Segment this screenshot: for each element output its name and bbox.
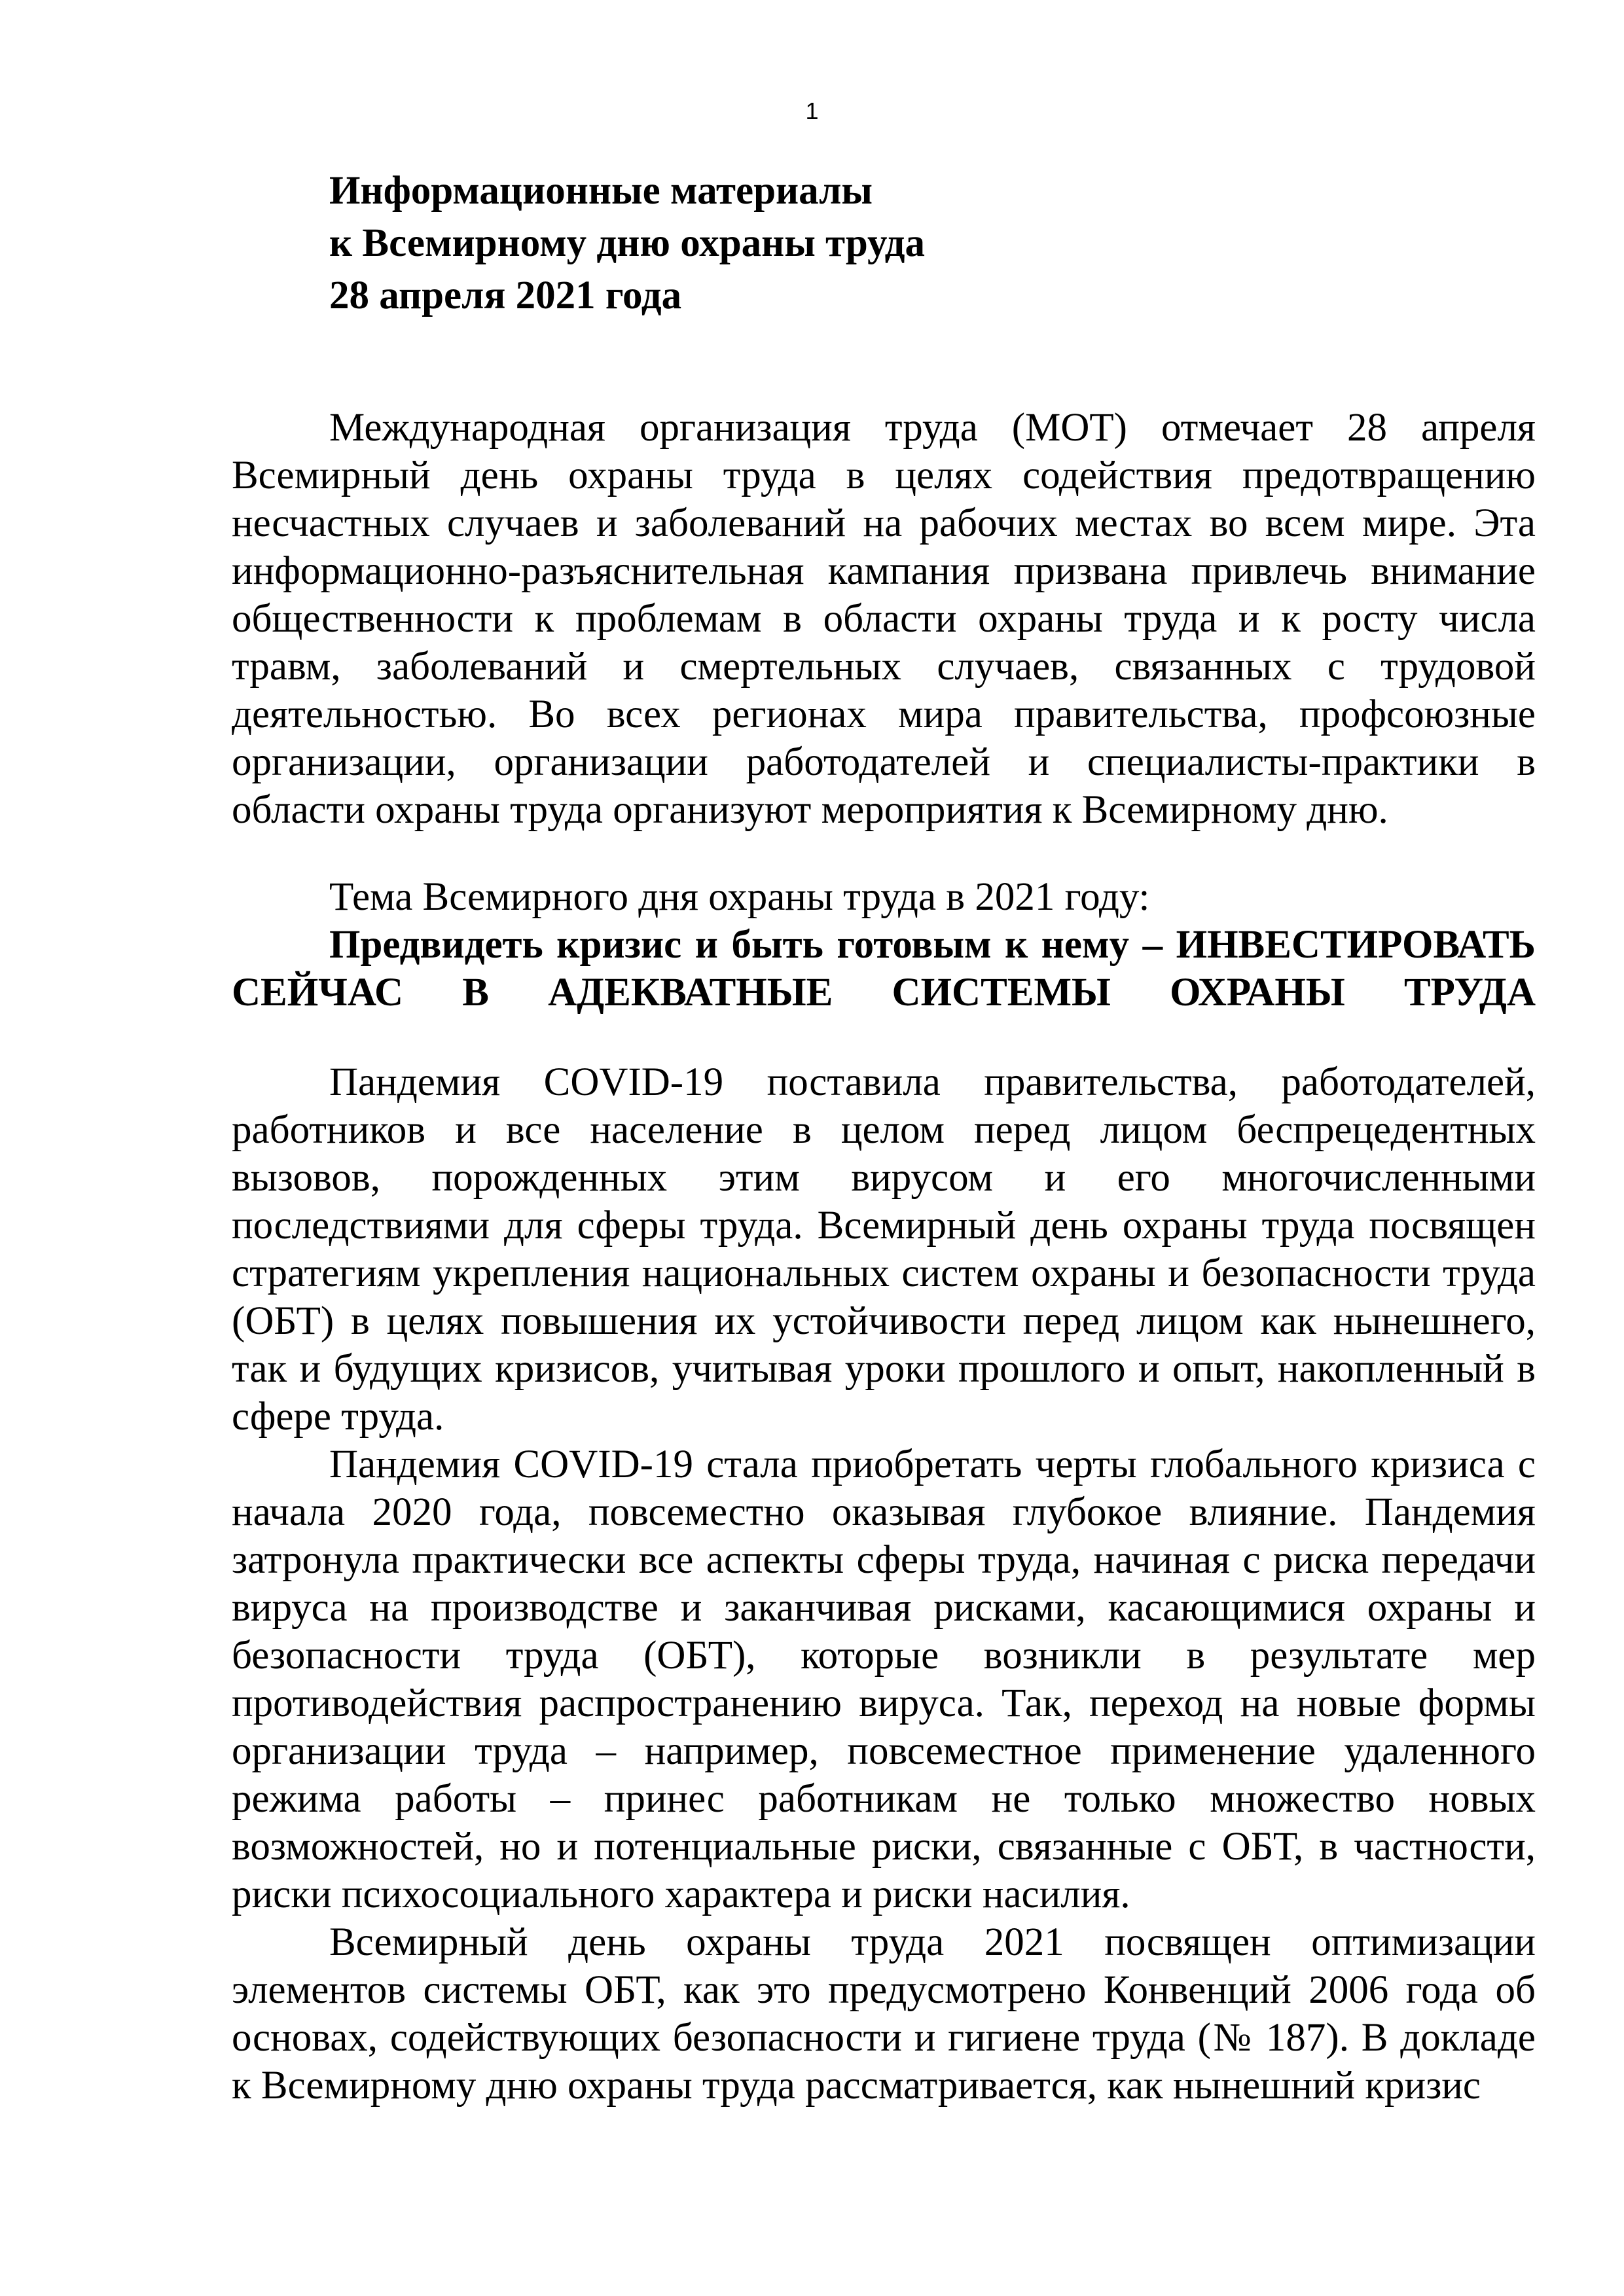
intro-paragraph: Международная организация труда (МОТ) отмечает 28 апреля Всемирный день охраны труда в целях содействия предотвращению несчастных случаев и заболеваний на рабочих местах во всем мире. Эта информационно-разъяснительная кампания призвана привлечь внимание общественности к проблемам в области охраны труда и к росту числа травм, заболеваний и смертельных случаев, связанных с трудовой деятельностью. Во всех регионах мира правительства, профсоюзные организации, организации работодателей и специалисты-практики в области охраны труда организуют мероприятия к Всемирному дню.: [232, 406, 1536, 832]
title-line-1: Информационные материалы: [329, 169, 873, 213]
intro-section: [232, 404, 1536, 834]
body-paragraph-2: Пандемия COVID-19 стала приобретать черты глобального кризиса с начала 2020 года, повсеместно оказывая глубокое влияние. Пандемия затронула практически все аспекты сферы труда, начиная с риска передачи вируса на производстве и заканчивая рисками, касающимися охраны и безопасности труда (ОБТ), которые возникли в результате мер противодействия распространению вируса. Так, переход на новые формы организации труда – например, повсеместное применение удаленного режима работы – принес работникам не только множество новых возможностей, но и потенциальные риски, связанные с ОБТ, в частности, риски психосоциального характера и риски насилия.: [232, 1443, 1536, 1916]
body-section: [232, 1058, 1536, 2109]
theme-title: Предвидеть кризис и быть готовым к нему – ИНВЕСТИРОВАТЬ СЕЙЧАС В АДЕКВАТНЫЕ СИСТЕМЫ ОХРАНЫ ТРУДА: [232, 923, 1536, 1014]
document-title: [329, 165, 925, 322]
body-paragraph-3: Всемирный день охраны труда 2021 посвящен оптимизации элементов системы ОБТ, как это предусмотрено Конвенций 2006 года об основах, содействующих безопасности и гигиене труда (№ 187). В докладе к Всемирному дню охраны труда рассматривается, как нынешний кризис: [232, 1920, 1536, 2108]
body-paragraph-1: Пандемия COVID-19 поставила правительства, работодателей, работников и все население в целом перед лицом беспрецедентных вызовов, порожденных этим вирусом и его многочисленными последствиями для сферы труда. Всемирный день охраны труда посвящен стратегиям укрепления национальных систем охраны и безопасности труда (ОБТ) в целях повышения их устойчивости перед лицом как нынешнего, так и будущих кризисов, учитывая уроки прошлого и опыт, накопленный в сфере труда.: [232, 1060, 1536, 1439]
theme-label: Тема Всемирного дня охраны труда в 2021 году:: [329, 875, 1150, 919]
page-number: 1: [805, 98, 819, 124]
title-line-2: к Всемирному дню охраны труда: [329, 221, 926, 265]
title-line-3: 28 апреля 2021 года: [329, 274, 682, 317]
theme-section: [232, 873, 1536, 1016]
